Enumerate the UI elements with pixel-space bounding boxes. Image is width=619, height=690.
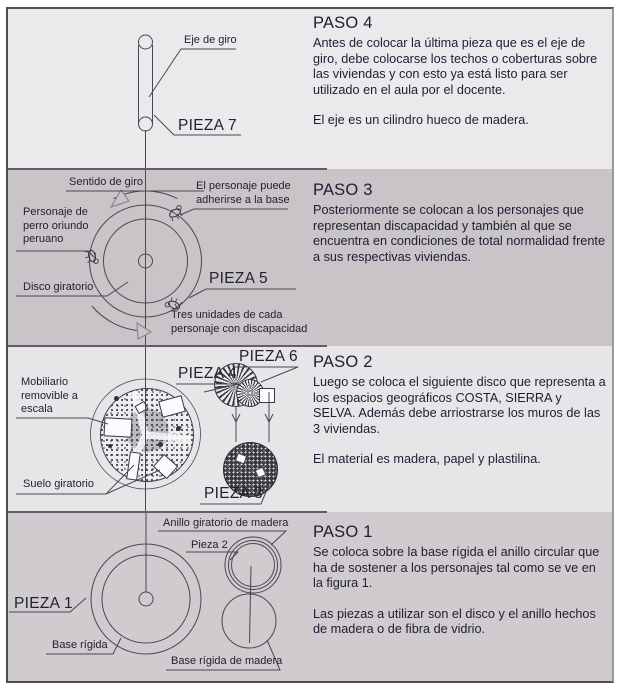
ring-axis-line — [250, 566, 252, 643]
step-title: PASO 1 — [313, 523, 373, 541]
label-mobiliario: Mobiliario removible a escala — [21, 376, 78, 415]
step-panel-paso3 — [8, 169, 612, 346]
label-pieza-2: Pieza 2 — [191, 539, 228, 551]
step-text-paso4 — [313, 14, 607, 129]
axle-cylinder — [139, 35, 153, 131]
band-separator — [8, 168, 327, 170]
label-base-rigida: Base rígida — [52, 639, 108, 651]
figure-frame — [6, 7, 614, 683]
label-sentido-de-giro: Sentido de giro — [69, 176, 143, 188]
label-eje-de-giro: Eje de giro — [184, 34, 237, 46]
leader-adherirse — [180, 209, 288, 215]
label-suelo-giratorio: Suelo giratorio — [23, 478, 94, 490]
step-paragraph: Las piezas a utilizar son el disco y el anillo hechos de madera o de fibra de vidrio. — [313, 606, 596, 637]
wooden-ring — [225, 537, 281, 593]
leader-eje-de-giro — [149, 49, 236, 97]
step-title: PASO 3 — [313, 181, 373, 199]
leader-mobiliario — [16, 418, 108, 424]
step-panel-paso2 — [8, 346, 612, 512]
label-pieza-1: PIEZA 1 — [14, 595, 73, 612]
label-tres-unidades: Tres unidades de cada personaje con discapacidad — [171, 309, 308, 335]
step-panel-paso4 — [8, 9, 612, 169]
step-text-paso2 — [313, 353, 607, 468]
label-pieza-3: PIEZA 3 — [204, 485, 263, 502]
label-personaje-perro: Personaje de perro oriundo peruano — [23, 206, 89, 245]
label-pieza-4: PIEZA 4 — [178, 365, 237, 382]
label-pieza-7: PIEZA 7 — [178, 117, 237, 134]
rotation-arrowhead-bottom — [137, 323, 151, 339]
step-paragraph: El material es madera, papel y plastilina. — [313, 452, 541, 467]
step-paragraph: Posteriormente se colocan a los personajes que representan discapacidad y también al que se encuentra en condiciones de total normalidad frente a sus respectivas viviendas. — [313, 203, 606, 264]
step-paragraph: El eje es un cilindro hueco de madera. — [313, 113, 529, 128]
step-paragraph: Antes de colocar la última pieza que es el eje de giro, debe colocarse los techos o coberturas sobre las viviendas y con esto ya está listo para ser utilizado en el aula por el docente. — [313, 36, 598, 97]
leader-suelo-2 — [106, 470, 160, 494]
step-paragraph: Luego se coloca el siguiente disco que representa a los espacios geográficos COSTA, SIERRA y SELVA. Además debe arriostrarse los muros de las 3 viviendas. — [313, 375, 606, 436]
band-separator — [8, 345, 327, 347]
leader-pieza4 — [176, 384, 239, 392]
leader-perro — [16, 251, 95, 258]
label-personaje-adherirse: El personaje puede adherirse a la base — [196, 180, 291, 206]
step-text-paso3 — [313, 181, 607, 265]
label-pieza-6: PIEZA 6 — [239, 348, 298, 365]
step-text-paso1 — [313, 523, 607, 638]
step-title: PASO 4 — [313, 14, 373, 32]
label-pieza-5: PIEZA 5 — [209, 270, 268, 287]
wooden-base-circle — [222, 594, 276, 648]
rotation-arrow-bottom — [92, 306, 139, 331]
label-disco-giratorio: Disco giratorio — [23, 281, 94, 293]
label-anillo-giratorio: Anillo giratorio de madera — [163, 517, 289, 529]
leader-pieza6 — [234, 367, 298, 382]
label-base-rigida-madera: Base rígida de madera — [171, 655, 283, 667]
paso4-diagram — [8, 9, 328, 169]
step-panel-paso1 — [8, 512, 612, 681]
step-paragraph: Se coloca sobre la base rígida el anillo circular que ha de sostener a los personajes tal como se ve en la figura 1. — [313, 545, 600, 591]
step-title: PASO 2 — [313, 353, 373, 371]
band-separator — [8, 511, 327, 513]
leader-pieza5 — [189, 289, 296, 298]
